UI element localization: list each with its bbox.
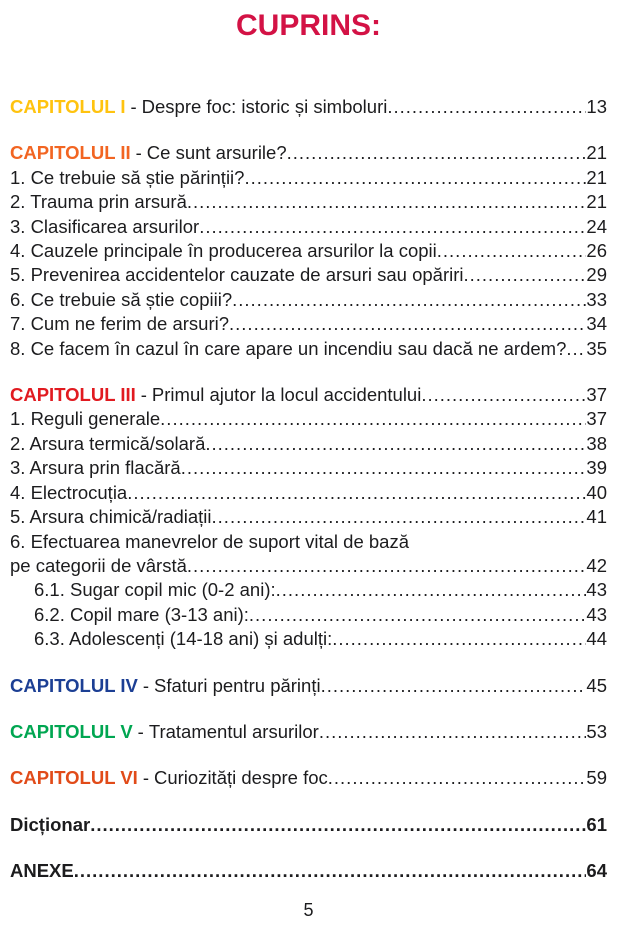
- toc-subitem: [10, 603, 607, 627]
- toc-subitem: [10, 627, 607, 651]
- leader-dots: [74, 859, 587, 883]
- leader-dots: [212, 505, 587, 529]
- toc-entry-chapter-2: [10, 141, 607, 165]
- page-number: 44: [586, 628, 607, 650]
- chapter-label: CAPITOLUL II: [10, 142, 131, 164]
- chapter-title: Despre foc: istoric și simboluri: [141, 96, 388, 117]
- toc-item-text: 2. Arsura termică/solară: [10, 432, 206, 454]
- chapter-separator: -: [142, 767, 149, 789]
- toc-item: [10, 456, 607, 480]
- page-number: 41: [586, 506, 607, 528]
- page-number: 29: [586, 264, 607, 286]
- chapter-title: Curiozități despre foc: [153, 767, 328, 789]
- leader-dots: [287, 141, 587, 165]
- page-number: 34: [586, 313, 607, 335]
- page-title: CUPRINS:: [235, 9, 381, 42]
- toc-item: [10, 263, 607, 287]
- table-of-contents: [10, 95, 607, 884]
- leader-dots: [249, 603, 587, 627]
- leader-dots: [319, 720, 587, 744]
- page-number: 21: [586, 166, 607, 188]
- chapter-title: Sfaturi pentru părinți: [153, 674, 321, 696]
- toc-subitem: [10, 578, 607, 602]
- toc-item: [10, 190, 607, 214]
- toc-item-text: 5. Prevenirea accidentelor cauzate de arsuri sau opăriri: [10, 264, 464, 286]
- toc-item-text: Dicționar: [10, 813, 91, 835]
- leader-dots: [276, 578, 587, 602]
- leader-dots: [566, 337, 586, 361]
- chapter-title: Ce sunt arsurile?: [146, 142, 287, 164]
- leader-dots: [205, 432, 586, 456]
- toc-item-text: 6. Efectuarea manevrelor de suport vital de bază: [10, 530, 410, 552]
- toc-entry-chapter-4: [10, 674, 607, 698]
- page-number: 59: [586, 767, 607, 789]
- toc-entry-chapter-6: [10, 766, 607, 790]
- toc-item-text: 5. Arsura chimică/radiații: [10, 506, 212, 528]
- page-number: 64: [586, 860, 607, 882]
- toc-item: [10, 481, 607, 505]
- page-number: 61: [586, 813, 607, 835]
- chapter-separator: -: [135, 142, 142, 164]
- toc-item: [10, 505, 607, 529]
- toc-item-text: 4. Cauzele principale în producerea arsurilor la copii: [10, 240, 437, 262]
- toc-item: [10, 312, 607, 336]
- page-number: 43: [586, 579, 607, 601]
- toc-entry-chapter-5: [10, 720, 607, 744]
- toc-item: [10, 239, 607, 263]
- leader-dots: [244, 166, 586, 190]
- chapter-separator: -: [130, 96, 137, 117]
- chapter-separator: -: [142, 674, 149, 696]
- toc-item-text: 7. Cum ne ferim de arsuri?: [10, 313, 230, 335]
- toc-item-text: 4. Electrocuția: [10, 481, 128, 503]
- toc-item: [10, 554, 607, 578]
- toc-item: [10, 166, 607, 190]
- leader-dots: [437, 239, 587, 263]
- page-number: 37: [586, 384, 607, 406]
- leader-dots: [160, 407, 586, 431]
- toc-entry-chapter-3: [10, 383, 607, 407]
- leader-dots: [387, 95, 586, 119]
- leader-dots: [187, 190, 587, 214]
- chapter-label: CAPITOLUL I: [10, 96, 126, 117]
- folio-page-number: 5: [303, 899, 314, 920]
- page-number: 21: [586, 142, 607, 164]
- leader-dots: [232, 288, 586, 312]
- leader-dots: [199, 215, 586, 239]
- chapter-title: Primul ajutor la locul accidentului: [151, 384, 422, 406]
- page-number: 13: [586, 96, 607, 117]
- page-number: 26: [586, 240, 607, 262]
- chapter-label: CAPITOLUL III: [10, 384, 136, 406]
- page-number: 24: [586, 215, 607, 237]
- leader-dots: [127, 481, 586, 505]
- toc-item-text: 3. Arsura prin flacără: [10, 457, 181, 479]
- toc-item-text: ANEXE: [10, 860, 74, 882]
- leader-dots: [90, 813, 586, 837]
- toc-item: [10, 432, 607, 456]
- toc-item-text: 6. Ce trebuie să știe copiii?: [10, 288, 233, 310]
- page-number: 35: [586, 337, 607, 359]
- page-number: 43: [586, 603, 607, 625]
- toc-item: [10, 337, 607, 361]
- chapter-label: CAPITOLUL VI: [10, 767, 138, 789]
- chapter-separator: -: [137, 720, 144, 742]
- page-number: 39: [586, 457, 607, 479]
- leader-dots: [464, 263, 587, 287]
- leader-dots: [332, 627, 586, 651]
- page-number: 38: [586, 432, 607, 454]
- toc-item-text: 8. Ce facem în cazul în care apare un incendiu sau dacă ne ardem?: [10, 337, 567, 359]
- toc-entry-anexe: [10, 859, 607, 883]
- leader-dots: [321, 674, 587, 698]
- toc-item-text: 6.3. Adolescenți (14-18 ani) și adulți:: [34, 628, 333, 650]
- leader-dots: [421, 383, 586, 407]
- page-number: 42: [586, 554, 607, 576]
- chapter-title: Tratamentul arsurilor: [148, 720, 319, 742]
- toc-item-text: 6.2. Copil mare (3-13 ani):: [34, 603, 249, 625]
- leader-dots: [328, 766, 587, 790]
- toc-item: [10, 407, 607, 431]
- leader-dots: [187, 554, 587, 578]
- toc-item-text: 2. Trauma prin arsură: [10, 191, 187, 213]
- toc-item-text: 6.1. Sugar copil mic (0-2 ani):: [34, 579, 276, 601]
- page-number: 45: [586, 674, 607, 696]
- toc-item-no-leader: [10, 530, 607, 554]
- page-number: 53: [586, 720, 607, 742]
- toc-item-text: 1. Reguli generale: [10, 408, 161, 430]
- toc-item: [10, 288, 607, 312]
- page-number: 37: [586, 408, 607, 430]
- toc-item-text: 3. Clasificarea arsurilor: [10, 215, 200, 237]
- leader-dots: [229, 312, 586, 336]
- page-number: 40: [586, 481, 607, 503]
- toc-entry-chapter-1: [10, 95, 607, 119]
- chapter-separator: -: [140, 384, 147, 406]
- toc-entry-dictionar: [10, 813, 607, 837]
- chapter-label: CAPITOLUL V: [10, 720, 133, 742]
- toc-item-text: pe categorii de vârstă: [10, 554, 187, 576]
- page-number: 33: [586, 288, 607, 310]
- page-number: 21: [586, 191, 607, 213]
- leader-dots: [181, 456, 587, 480]
- toc-item: [10, 215, 607, 239]
- chapter-label: CAPITOLUL IV: [10, 674, 138, 696]
- toc-item-text: 1. Ce trebuie să știe părinții?: [10, 166, 245, 188]
